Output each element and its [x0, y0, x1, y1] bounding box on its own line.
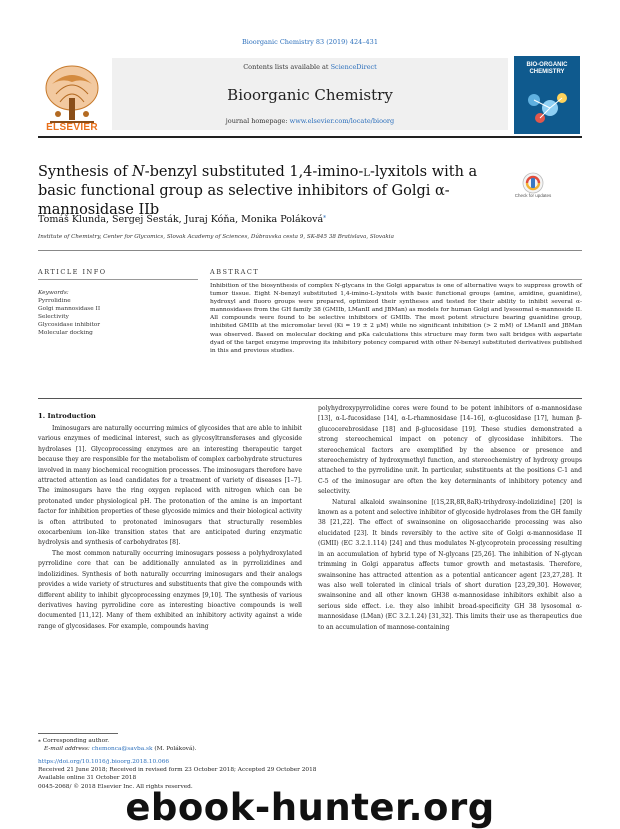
title-part2: -benzyl substituted 1,4-imino- [144, 164, 364, 180]
watermark: ebook-hunter.org [125, 786, 495, 829]
footnote-mark: ⁎ [38, 738, 41, 744]
article-info-rule [38, 279, 198, 280]
body-paragraph: polyhydroxypyrrolidine cores were found to be potent inhibitors of α-mannosidase [13], α-L-fucosidase [14], α-L-rhamnosidase [14–16], α-glucosidase [17], human β-glucocerebrosidase [18] and β-glucosidase [19]. These studies demonstrated a strong stereochemical impact on potency of glycosidase inhibitors. The stereochemical factors are exemplified by the absence or presence and stereochemistry of hydroxymethyl function, and stereochemistry of hydroxy groups attached to the pyrrolidine unit. In particular, substituents at the positions C-1 and C-5 of the iminosugar are often the key determinants of inhibitory potency and selectivity. [318, 405, 582, 496]
corresponding-author-mark[interactable]: ⁎ [323, 213, 327, 220]
keywords-list [38, 297, 100, 337]
publisher-name: ELSEVIER [46, 122, 98, 133]
copyright: 0045-2068/ © 2018 Elsevier Inc. All rights reserved. [38, 783, 193, 790]
contents-prefix: Contents lists available at [243, 63, 329, 71]
keywords-label: Keywords: [38, 290, 69, 296]
footnote-rule [38, 733, 118, 734]
cover-title: BIO-ORGANIC CHEMISTRY [526, 62, 568, 75]
corresponding-author-note: Corresponding author. [42, 738, 110, 744]
body-paragraph: Iminosugars are naturally occurring mimics of glycosides that are able to inhibit various enzymes of medicinal interest, such as glycosyltransferases and glycoside hydrolases [1]. Glycoprocessing enzymes are an interesting therapeutic target because they are responsible for the metabolism of complex carbohydrate structures involved in many biochemical recognition processes. The iminosugars therefore have attracted attention as lead candidates for a treatment of variety of diseases [1–7]. The iminosugars have the ring oxygen replaced with nitrogen which can be protonated under physiological pH. The protonation of the amine is an important factor for inhibition properties of these glycoside mimics and their biological activity is often attributed to protonated iminosugars that structurally resembles oxocarbenium ion-like transition states that are anticipated during enzymatic hydrolysis and synthesis of carbohydrates [8]. [38, 425, 302, 547]
sciencedirect-link[interactable]: ScienceDirect [330, 63, 377, 71]
contents-line [112, 63, 508, 71]
email-label: E-mail address: [44, 746, 90, 752]
introduction-heading: 1. Introduction [38, 412, 96, 420]
body-paragraph: The most common naturally occurring iminosugars possess a polyhydroxylated pyrrolidine core that can be additionally annulated as in pyrrolizidines and indolizidines. Synthesis of both naturally occurring iminosugars and their analogs provides a wide variety of structures and substituents that give the compounds with different ability to inhibit glycoprocessing enzymes [9,10]. The synthesis of various derivatives having pyrrolidine core as interesting bioactive compounds is well documented [11,12]. Many of them exhibited an inhibitory activity against a wide range of glycosidases. For example, compounds having [38, 549, 302, 630]
keyword-item: Pyrrolidine [38, 298, 71, 304]
journal-citation-link[interactable]: Bioorganic Chemistry 83 (2019) 424–431 [242, 38, 378, 46]
article-title [38, 163, 508, 220]
available-online: Available online 31 October 2018 [38, 775, 137, 782]
title-smallcap: l [363, 164, 370, 180]
body-column-right [318, 404, 582, 633]
authors-text: Tomáš Klunda, Sergej Šesták, Juraj Kóňa, Monika Poláková [38, 214, 324, 226]
keyword-item: Golgi mannosidase II [38, 306, 101, 312]
email-name: (M. Poláková). [154, 746, 197, 752]
abstract-bottom-rule [38, 398, 582, 399]
homepage-prefix: journal homepage: [225, 117, 288, 125]
received-dates: Received 21 June 2018; Received in revised form 23 October 2018; Accepted 29 October 2018 [38, 767, 317, 774]
affiliation: Institute of Chemistry, Center for Glycomics, Slovak Academy of Sciences, Dúbravska cesta 9, SK-845 38 Bratislava, Slovakia [38, 234, 394, 240]
body-column-left [38, 424, 302, 632]
journal-name: Bioorganic Chemistry [227, 86, 393, 104]
abstract-text: Inhibition of the biosynthesis of complex N-glycans in the Golgi apparatus is one of alternative ways to suppress growth of tumor tissue. Eight N-benzyl substituted 1,4-imino-L-lyxitols with basic functional groups (amine, amidine, guanidine), hydroxyl and fluoro groups were prepared, optimized their syntheses and tested for their ability to inhibit several α-mannosidases from the GH family 38 (GMIIb, LManII and JBMan) as models for human Golgi and lysosomal α-mannoside II. All compounds were found to be selective inhibitors of GMIIb. The most potent structure bearing guanidine group, inhibited GMIIb at the micromolar level (Ki = 19 ± 2 μM) while no significant inhibition (> 2 mM) of LManII and JBMan was observed. Based on molecular docking and pKa calculations this structure may form two salt bridges with aspartate dyad of the target enzyme improving its inhibitory potency compared with other N-benzyl substituted derivatives published in this and previous studies. [210, 283, 582, 354]
header-rule [38, 136, 582, 138]
title-italic: N [132, 164, 145, 180]
abstract-rule [210, 279, 582, 280]
cover-molecule-art-icon [520, 86, 574, 126]
footnote [38, 737, 197, 753]
email-link[interactable]: chemonca@savba.sk [91, 746, 153, 752]
homepage-link[interactable]: www.elsevier.com/locate/bioorg [289, 117, 395, 125]
journal-homepage-line [112, 117, 508, 125]
section-rule [38, 250, 582, 251]
title-part1: Synthesis of [38, 164, 133, 180]
keyword-item: Glycosidase inhibitor [38, 322, 101, 328]
doi-link[interactable]: https://doi.org/10.1016/j.bioorg.2018.10.066 [38, 759, 170, 765]
keyword-item: Selectivity [38, 314, 69, 320]
body-paragraph: Natural alkaloid swainsonine [(1S,2R,8R,8aR)-trihydroxy-indolizidine] [20] is known as a potent and selective inhibitor of glycoside hydrolases from the GH family 38 [21,22]. The effect of swainsonine on oligosaccharide processing was also elucidated [23]. It binds reversibly to the active site of Golgi α-mannosidase II (GMII) (EC 3.2.1.114) [24] and thus modulates N-glycoprotein processing resulting in an accumulation of hybrid type of N-glycans [25,26]. The inhibition of N-glycan trimming in Golgi apparatus affects tumor growth and metastasis. Therefore, swainsonine has attracted attention as a potential anticancer agent [23,27,28]. It was also well tolerated in clinical trials of short duration [23,29,30]. However, swainsonine and all other known GH38 α-mannosidase inhibitors exhibit also a serious side effect. i.e. they also inhibit broad-specificity GH 38 lysosomal α-mannosidase (LMan) (EC 3.2.1.24) [31,32]. This limits their use as therapeutics due to an accumulation of mannose-containing [318, 498, 582, 631]
article-info-heading: ARTICLE INFO [38, 268, 107, 276]
abstract-heading: ABSTRACT [210, 268, 260, 276]
keyword-item: Molecular docking [38, 330, 93, 336]
title-part3: -lyxitols with a basic functional group as selective inhibitors of Golgi α-mannosidase IIb [38, 164, 478, 218]
check-for-updates-label[interactable]: Check for updates [514, 193, 552, 198]
author-list [38, 213, 326, 225]
